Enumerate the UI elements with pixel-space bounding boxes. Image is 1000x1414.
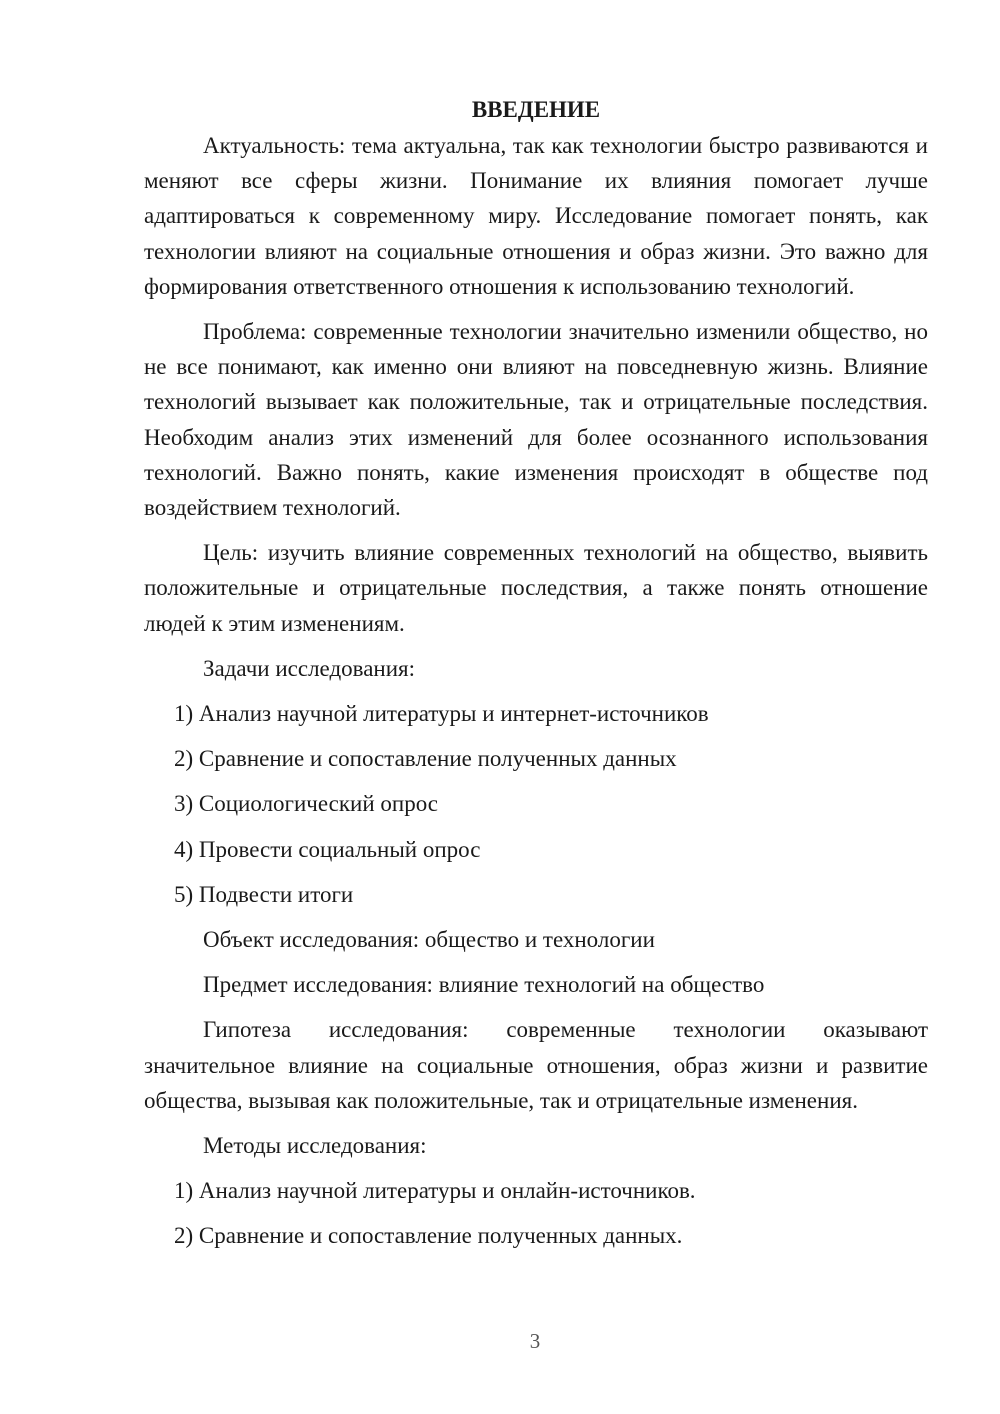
task-item-2: 2) Сравнение и сопоставление полученных данных xyxy=(174,746,677,772)
task-item-3: 3) Социологический опрос xyxy=(174,791,438,817)
method-item-2: 2) Сравнение и сопоставление полученных данных. xyxy=(174,1223,683,1249)
tasks-label: Задачи исследования: xyxy=(203,655,416,681)
task-item-1: 1) Анализ научной литературы и интернет-источников xyxy=(174,701,709,727)
section-title: ВВЕДЕНИЕ xyxy=(471,97,601,122)
tasks-list xyxy=(144,696,928,912)
page-number: 3 xyxy=(529,1329,541,1353)
goal-paragraph: Цель: изучить влияние современных технологий на общество, выявить положительные и отрицательные последствия, а также понять отношение людей к этим изменениям. xyxy=(144,540,928,636)
method-item-1: 1) Анализ научной литературы и онлайн-источников. xyxy=(174,1178,696,1204)
problem-paragraph: Проблема: современные технологии значительно изменили общество, но не все понимают, как именно они влияют на повседневную жизнь. Влияние технологий вызывает как положительные, так и отрицательные последствия. Необходим анализ этих изменений для более осознанного использования технологий. Важно понять, какие изменения происходят в обществе под воздействием технологий. xyxy=(144,319,928,521)
task-item-4: 4) Провести социальный опрос xyxy=(174,836,481,862)
research-subject: Предмет исследования: влияние технологий на общество xyxy=(203,972,765,998)
relevance-paragraph: Актуальность: тема актуальна, так как технологии быстро развиваются и меняют все сферы жизни. Понимание их влияния помогает лучше адаптироваться к современному миру. Исследование помогает понять, как технологии влияют на социальные отношения и образ жизни. Это важно для формирования ответственного отношения к использованию технологий. xyxy=(144,133,928,299)
research-object: Объект исследования: общество и технологии xyxy=(203,927,655,953)
methods-list xyxy=(144,1173,928,1253)
methods-label: Методы исследования: xyxy=(203,1133,427,1159)
hypothesis-paragraph: Гипотеза исследования: современные технологии оказывают значительное влияние на социальные отношения, образ жизни и развитие общества, вызывая как положительные, так и отрицательные изменения. xyxy=(144,1017,928,1113)
page-content xyxy=(144,92,928,1254)
task-item-5: 5) Подвести итоги xyxy=(174,881,354,907)
